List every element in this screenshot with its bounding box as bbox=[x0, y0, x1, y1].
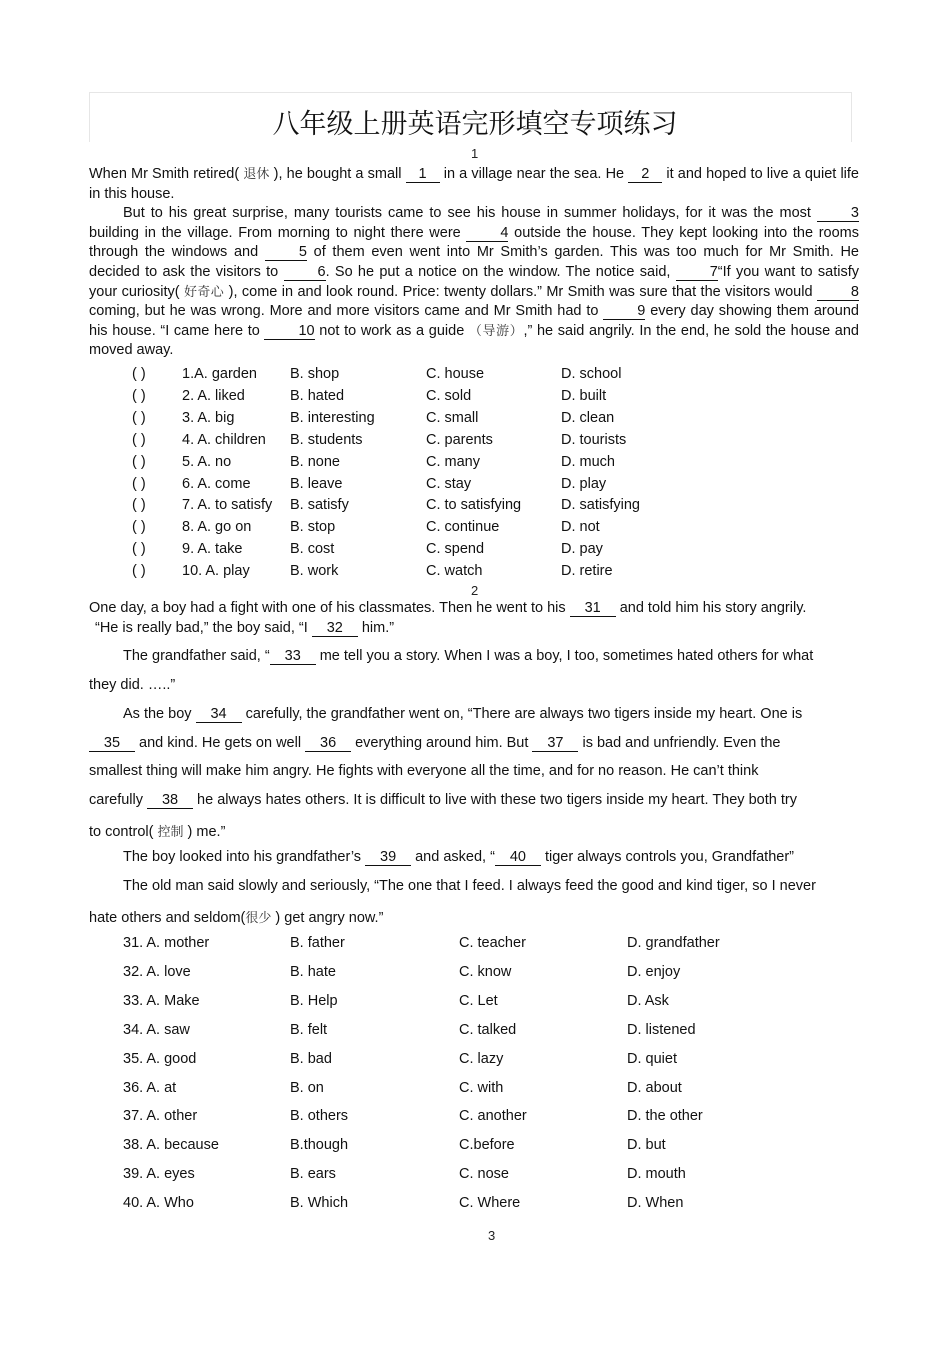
page-title: 八年级上册英语完形填空专项练习 bbox=[272, 109, 678, 140]
answer-blank: 32 bbox=[312, 621, 358, 637]
passage-text: But to his great surprise, many tourists came to see his house in summer holidays, for it was the most bbox=[123, 205, 817, 222]
option-b: B. stop bbox=[290, 519, 336, 536]
option-c: C. know bbox=[459, 963, 512, 980]
option-c: C. house bbox=[426, 366, 485, 382]
option-b: B. hate bbox=[290, 963, 336, 980]
answer-blank: 1 bbox=[406, 167, 440, 183]
chinese-gloss: 控制 bbox=[157, 825, 184, 840]
option-q: 7. A. to satisfy bbox=[182, 497, 273, 514]
answer-blank: 38 bbox=[147, 793, 193, 809]
option-b: B.though bbox=[290, 1137, 349, 1154]
option-b: B. cost bbox=[290, 541, 335, 558]
passage-text: everything around him. But bbox=[351, 735, 533, 751]
passage-text: ) get angry now.” bbox=[271, 910, 384, 926]
section-number-1: 1 bbox=[471, 146, 479, 161]
option-q: 4. A. children bbox=[182, 431, 266, 448]
option-d: D. tourists bbox=[561, 431, 627, 448]
answer-bracket: ( ) bbox=[132, 453, 146, 470]
answer-blank: 39 bbox=[365, 850, 411, 866]
passage-text: building in the village. From morning to night there were bbox=[89, 224, 467, 241]
passage-text: to control( bbox=[89, 824, 158, 840]
answer-blank: 33 bbox=[270, 649, 316, 665]
option-d: D. Ask bbox=[627, 992, 669, 1009]
answer-blank: 3 bbox=[817, 206, 859, 222]
answer-blank: 36 bbox=[305, 736, 351, 752]
passage-text: they did. …..” bbox=[89, 677, 176, 693]
option-d: D. listened bbox=[627, 1021, 696, 1038]
option-q: 10. A. play bbox=[182, 563, 250, 580]
option-d: D. built bbox=[561, 387, 607, 404]
answer-blank: 7 bbox=[676, 265, 718, 281]
passage-text: tiger always controls you, Grandfather” bbox=[540, 849, 794, 865]
option-b: B. hated bbox=[290, 387, 345, 404]
passage-text: it and hoped to live a quiet life in this house. bbox=[89, 166, 859, 202]
option-d: D. about bbox=[627, 1079, 682, 1096]
option-b: B. Help bbox=[290, 992, 338, 1009]
answer-blank: 37 bbox=[532, 736, 578, 752]
passage-line bbox=[123, 849, 794, 866]
option-q: 32. A. love bbox=[123, 963, 191, 980]
option-b: B. Which bbox=[290, 1195, 349, 1212]
option-d: D. grandfather bbox=[627, 935, 720, 951]
passage-text: The boy looked into his grandfather’s bbox=[123, 849, 366, 865]
option-d: D. not bbox=[561, 519, 600, 536]
answer-blank: 5 bbox=[265, 245, 307, 261]
option-q: 3. A. big bbox=[182, 409, 235, 426]
passage-text: and kind. He gets on well bbox=[135, 735, 306, 751]
passage-text: in a village near the sea. He bbox=[439, 166, 629, 182]
option-q: 39. A. eyes bbox=[123, 1166, 195, 1183]
option-c: C. continue bbox=[426, 519, 500, 536]
passage-text: “He is really bad,” the boy said, “I bbox=[95, 620, 312, 636]
passage-text: ), he bought a small bbox=[269, 166, 406, 182]
option-b: B. work bbox=[290, 563, 339, 580]
option-q: 34. A. saw bbox=[123, 1021, 190, 1038]
option-b: B. satisfy bbox=[290, 497, 349, 514]
chinese-gloss: 好奇心 bbox=[184, 284, 225, 300]
option-d: D. pay bbox=[561, 541, 603, 558]
paragraph bbox=[89, 204, 859, 361]
passage-text: hate others and seldom( bbox=[89, 910, 246, 926]
option-c: C. parents bbox=[426, 431, 493, 448]
passage-text: he always hates others. It is difficult to live with these two tigers inside my heart. They both try bbox=[193, 792, 797, 808]
chinese-gloss: 退休 bbox=[243, 167, 270, 182]
passage-line bbox=[89, 735, 781, 752]
passage-line bbox=[89, 792, 797, 809]
option-d: D. the other bbox=[627, 1108, 703, 1125]
option-c: C. lazy bbox=[459, 1050, 504, 1067]
answer-blank: 4 bbox=[466, 226, 508, 242]
section-number-2: 2 bbox=[471, 583, 479, 598]
answer-blank: 34 bbox=[196, 707, 242, 723]
option-d: D. much bbox=[561, 453, 615, 470]
option-b: B. leave bbox=[290, 475, 343, 492]
option-q: 38. A. because bbox=[123, 1137, 219, 1154]
answer-blank: 31 bbox=[570, 601, 616, 617]
option-q: 6. A. come bbox=[182, 475, 251, 492]
option-q: 2. A. liked bbox=[182, 387, 245, 404]
passage-text: When Mr Smith retired( bbox=[89, 166, 244, 182]
option-c: C. another bbox=[459, 1108, 527, 1125]
section-number-3: 3 bbox=[488, 1228, 496, 1243]
answer-bracket: ( ) bbox=[132, 387, 146, 404]
option-d: D. When bbox=[627, 1195, 684, 1212]
passage-text: of them even went into Mr Smith’s garden. This was too much for Mr Smith. He decided to ask the visitors to bbox=[89, 244, 859, 280]
answer-bracket: ( ) bbox=[132, 519, 146, 536]
option-c: C. with bbox=[459, 1079, 504, 1096]
option-c: C. talked bbox=[459, 1021, 517, 1038]
passage-text: is bad and unfriendly. Even the bbox=[578, 735, 781, 751]
answer-blank: 35 bbox=[89, 736, 135, 752]
option-q: 33. A. Make bbox=[123, 992, 200, 1009]
passage-text: and told him his story angrily. bbox=[615, 600, 807, 616]
option-d: D. mouth bbox=[627, 1166, 686, 1183]
passage-line bbox=[123, 648, 813, 665]
option-q: 9. A. take bbox=[182, 541, 243, 558]
option-c: C.before bbox=[459, 1137, 515, 1154]
option-c: C. nose bbox=[459, 1166, 509, 1183]
option-q: 1.A. garden bbox=[182, 366, 257, 382]
answer-bracket: ( ) bbox=[132, 431, 146, 448]
answer-bracket: ( ) bbox=[132, 366, 146, 382]
passage-line bbox=[123, 878, 816, 894]
passage-text: carefully bbox=[89, 792, 148, 808]
passage-line bbox=[89, 763, 758, 779]
option-b: B. ears bbox=[290, 1166, 336, 1183]
answer-blank: 9 bbox=[603, 304, 645, 320]
passage-text: ) me.” bbox=[183, 824, 226, 840]
passage-line bbox=[95, 620, 394, 637]
passage-line bbox=[89, 821, 225, 840]
answer-bracket: ( ) bbox=[132, 497, 146, 514]
option-d: D. quiet bbox=[627, 1050, 677, 1067]
option-d: D. satisfying bbox=[561, 497, 640, 514]
option-d: D. play bbox=[561, 475, 607, 492]
passage-text: “If you want to satisfy your curiosity( bbox=[89, 263, 859, 300]
passage-text: ,” he said angrily. In the end, he sold the house and moved away. bbox=[89, 322, 859, 359]
option-c: C. many bbox=[426, 453, 480, 470]
passage-1 bbox=[89, 165, 859, 361]
passage-text: coming, but he was wrong. More and more visitors came and Mr Smith had to bbox=[89, 303, 604, 320]
option-b: B. father bbox=[290, 935, 345, 951]
passage-text: him.” bbox=[357, 620, 395, 636]
answer-bracket: ( ) bbox=[132, 541, 146, 558]
chinese-gloss: 很少 bbox=[245, 911, 272, 926]
passage-text: ), come in and look round. Price: twenty dollars.” Mr Smith was sure that the visitors would bbox=[224, 283, 817, 300]
option-c: C. Where bbox=[459, 1195, 521, 1212]
option-c: C. sold bbox=[426, 387, 472, 404]
option-d: D. but bbox=[627, 1137, 666, 1154]
passage-text: every day showing them around his house. “I came here to bbox=[89, 303, 859, 339]
option-c: C. watch bbox=[426, 563, 483, 580]
option-b: B. students bbox=[290, 431, 363, 448]
option-b: B. interesting bbox=[290, 409, 375, 426]
option-c: C. to satisfying bbox=[426, 497, 522, 514]
passage-text: outside the house. They kept looking into the rooms through the windows and bbox=[89, 224, 860, 261]
option-q: 36. A. at bbox=[123, 1079, 177, 1096]
answer-bracket: ( ) bbox=[132, 563, 146, 580]
passage-text: smallest thing will make him angry. He fights with everyone all the time, and for no reason. He can’t think bbox=[89, 763, 759, 779]
option-d: D. enjoy bbox=[627, 963, 681, 980]
passage-text: The grandfather said, “ bbox=[123, 648, 270, 664]
option-q: 40. A. Who bbox=[123, 1195, 194, 1212]
option-c: C. teacher bbox=[459, 935, 526, 951]
passage-text: me tell you a story. When I was a boy, I too, sometimes hated others for what bbox=[315, 648, 814, 664]
option-q: 31. A. mother bbox=[123, 935, 210, 951]
passage-line bbox=[89, 907, 383, 926]
answer-blank: 6 bbox=[284, 265, 326, 281]
option-c: C. spend bbox=[426, 541, 485, 558]
option-b: B. on bbox=[290, 1079, 324, 1096]
passage-text: not to work as a guide bbox=[314, 322, 469, 339]
passage-text: One day, a boy had a fight with one of his classmates. Then he went to his bbox=[89, 600, 570, 616]
answer-bracket: ( ) bbox=[132, 475, 146, 492]
answer-blank: 8 bbox=[817, 285, 859, 301]
option-q: 8. A. go on bbox=[182, 519, 252, 536]
answer-blank: 40 bbox=[495, 850, 541, 866]
chinese-gloss: （导游） bbox=[468, 323, 524, 339]
answer-bracket: ( ) bbox=[132, 409, 146, 426]
option-b: B. felt bbox=[290, 1021, 328, 1038]
answer-blank: 2 bbox=[628, 167, 662, 183]
passage-line bbox=[89, 600, 806, 617]
passage-text: carefully, the grandfather went on, “There are always two tigers inside my heart. One is bbox=[241, 706, 803, 722]
paragraph bbox=[89, 165, 859, 204]
option-c: C. Let bbox=[459, 992, 498, 1009]
option-q: 37. A. other bbox=[123, 1108, 198, 1125]
passage-text: The old man said slowly and seriously, “The one that I feed. I always feed the good and kind tiger, so I never bbox=[123, 878, 816, 894]
answer-blank: 10 bbox=[264, 324, 314, 340]
option-q: 35. A. good bbox=[123, 1050, 197, 1067]
passage-text: and asked, “ bbox=[411, 849, 495, 865]
option-c: C. stay bbox=[426, 475, 472, 492]
option-q: 5. A. no bbox=[182, 453, 232, 470]
passage-text: As the boy bbox=[123, 706, 196, 722]
passage-line bbox=[89, 677, 175, 693]
option-c: C. small bbox=[426, 409, 479, 426]
option-d: D. school bbox=[561, 366, 622, 382]
option-b: B. none bbox=[290, 453, 340, 470]
passage-text: . So he put a notice on the window. The notice said, bbox=[325, 263, 676, 280]
option-b: B. others bbox=[290, 1108, 349, 1125]
option-b: B. bad bbox=[290, 1050, 332, 1067]
option-b: B. shop bbox=[290, 366, 340, 382]
option-d: D. clean bbox=[561, 409, 615, 426]
option-d: D. retire bbox=[561, 563, 613, 580]
passage-line bbox=[123, 706, 802, 723]
